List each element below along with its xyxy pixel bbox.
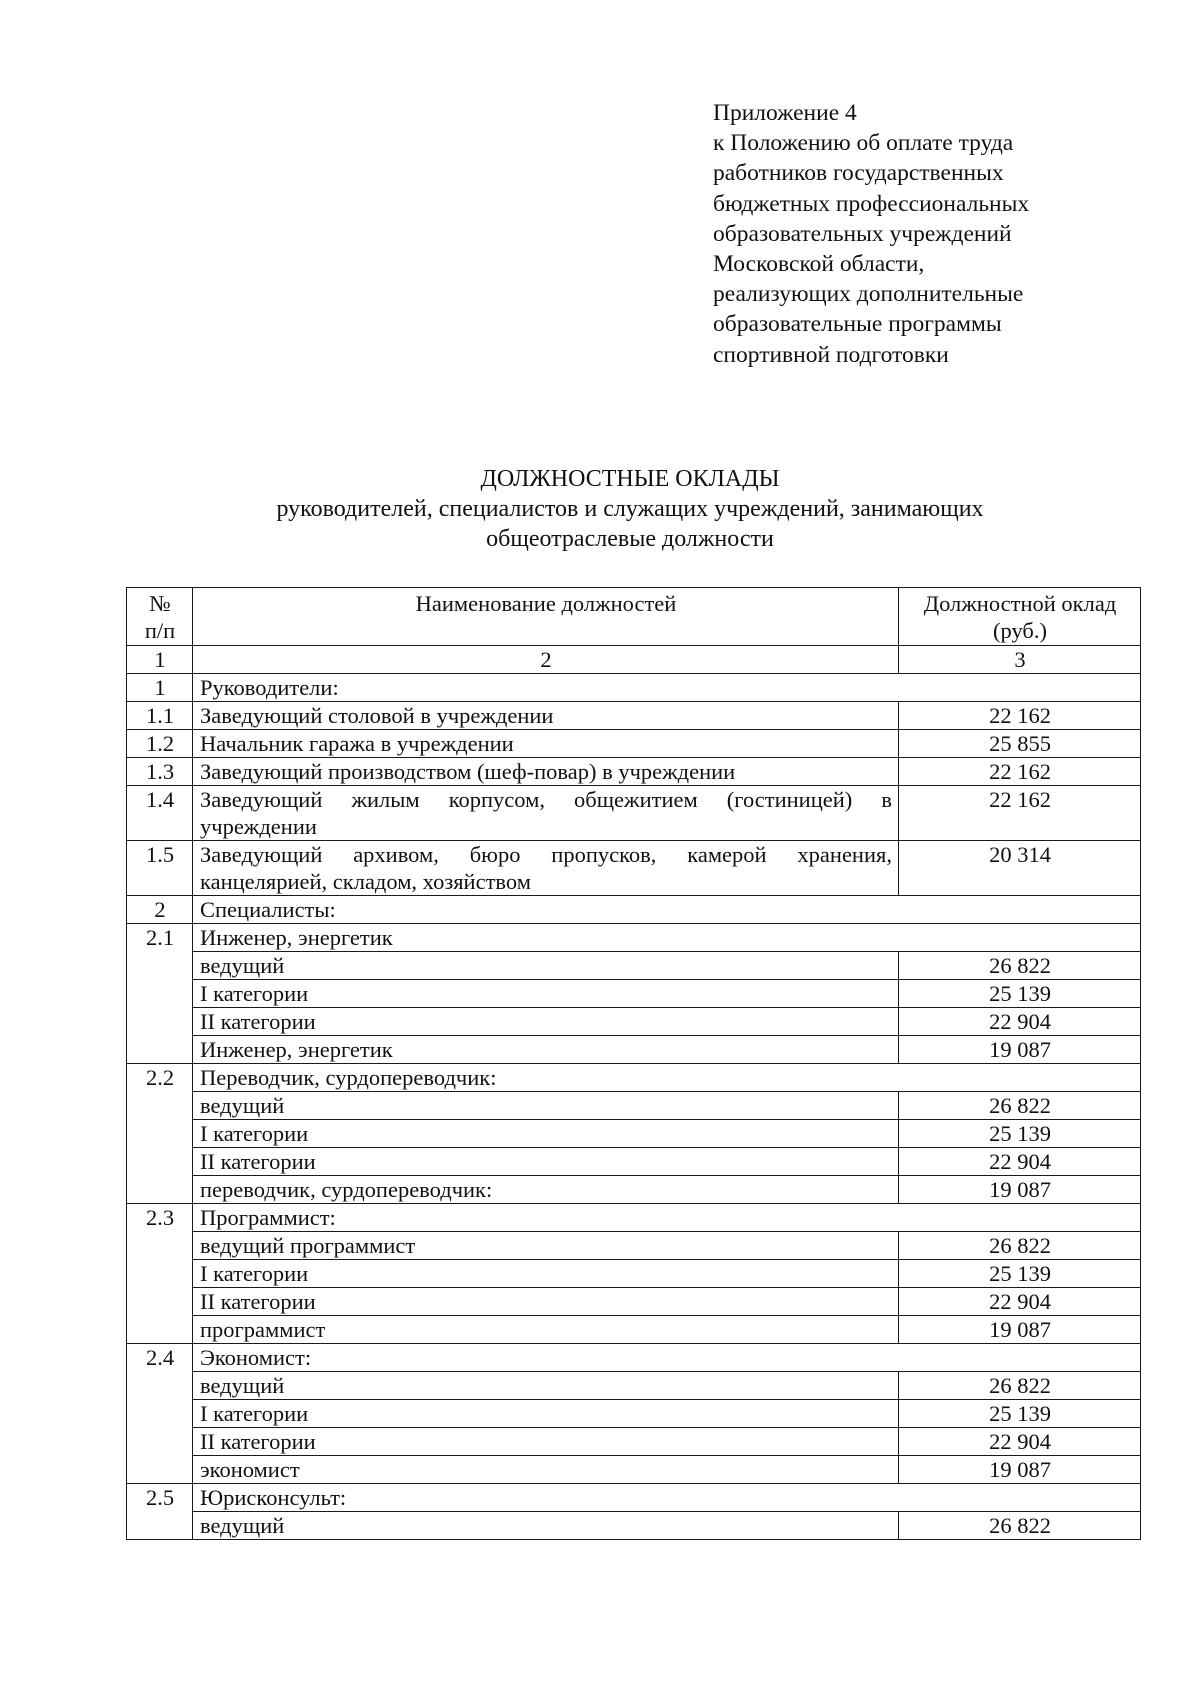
table-row bbox=[127, 1120, 1141, 1148]
appendix-line: работников государственных bbox=[713, 160, 1004, 187]
salary-value: 26 822 bbox=[899, 1232, 1141, 1260]
header-salary-line: Должностной оклад bbox=[923, 591, 1117, 616]
column-number: 2 bbox=[193, 646, 899, 674]
salary-table bbox=[126, 587, 1141, 1540]
group-title: Экономист: bbox=[193, 1344, 1141, 1372]
header-name: Наименование должностей bbox=[193, 588, 899, 646]
position-name: ведущий программист bbox=[193, 1232, 899, 1260]
group-row bbox=[127, 1204, 1141, 1232]
group-title: Переводчик, сурдопереводчик: bbox=[193, 1064, 1141, 1092]
position-name: Заведующий производством (шеф-повар) в учреждении bbox=[193, 758, 899, 786]
group-row bbox=[127, 924, 1141, 952]
row-number: 2 bbox=[127, 896, 193, 924]
table-row bbox=[127, 1008, 1141, 1036]
position-name: Начальник гаража в учреждении bbox=[193, 730, 899, 758]
column-number: 1 bbox=[127, 646, 193, 674]
position-name: II категории bbox=[193, 1008, 899, 1036]
header-num-line: п/п bbox=[144, 618, 176, 643]
group-title: Программист: bbox=[193, 1204, 1141, 1232]
position-name: I категории bbox=[193, 1260, 899, 1288]
table-row bbox=[127, 1176, 1141, 1204]
salary-value: 26 822 bbox=[899, 952, 1141, 980]
header-salary bbox=[899, 588, 1141, 646]
row-number: 2.4 bbox=[127, 1344, 193, 1484]
table-row bbox=[127, 730, 1141, 758]
table-row bbox=[127, 952, 1141, 980]
position-name: ведущий bbox=[193, 1512, 899, 1540]
table-row bbox=[127, 841, 1141, 896]
section-title: Специалисты: bbox=[193, 896, 1141, 924]
header-salary-line: (руб.) bbox=[993, 618, 1047, 643]
appendix-line: образовательных учреждений bbox=[713, 220, 1012, 247]
salary-value: 22 904 bbox=[899, 1008, 1141, 1036]
appendix-line: реализующих дополнительные bbox=[713, 281, 1024, 308]
position-name: программист bbox=[193, 1316, 899, 1344]
column-number-row bbox=[127, 646, 1141, 674]
row-number: 2.5 bbox=[127, 1484, 193, 1540]
row-number: 1.2 bbox=[127, 730, 193, 758]
position-name: Заведующий жилым корпусом, общежитием (гостиницей) в учреждении bbox=[193, 786, 899, 841]
title-main: ДОЛЖНОСТНЫЕ ОКЛАДЫ bbox=[480, 466, 780, 492]
appendix-line: Приложение 4 bbox=[713, 100, 857, 126]
row-number: 1.3 bbox=[127, 758, 193, 786]
title-subtitle: руководителей, специалистов и служащих учреждений, занимающих bbox=[276, 496, 984, 522]
table-row bbox=[127, 1260, 1141, 1288]
column-number: 3 bbox=[899, 646, 1141, 674]
salary-value: 19 087 bbox=[899, 1036, 1141, 1064]
table-row bbox=[127, 1316, 1141, 1344]
table-row bbox=[127, 1232, 1141, 1260]
table-header-row bbox=[127, 588, 1141, 646]
table-row bbox=[127, 980, 1141, 1008]
appendix-line: образовательные программы bbox=[713, 311, 1002, 338]
position-name: I категории bbox=[193, 1120, 899, 1148]
table-row bbox=[127, 1456, 1141, 1484]
salary-value: 19 087 bbox=[899, 1456, 1141, 1484]
salary-value: 25 139 bbox=[899, 980, 1141, 1008]
group-row bbox=[127, 1484, 1141, 1512]
row-number: 1.5 bbox=[127, 841, 193, 896]
table-row bbox=[127, 786, 1141, 841]
title-subtitle: общеотраслевые должности bbox=[486, 526, 774, 552]
group-row bbox=[127, 1064, 1141, 1092]
salary-value: 19 087 bbox=[899, 1316, 1141, 1344]
salary-value: 25 139 bbox=[899, 1260, 1141, 1288]
position-name: II категории bbox=[193, 1428, 899, 1456]
row-number: 2.1 bbox=[127, 924, 193, 1064]
table-row bbox=[127, 1400, 1141, 1428]
row-number: 2.3 bbox=[127, 1204, 193, 1344]
section-title: Руководители: bbox=[193, 674, 1141, 702]
position-name: Инженер, энергетик bbox=[193, 1036, 899, 1064]
appendix-note bbox=[713, 98, 1153, 370]
row-number: 1 bbox=[127, 674, 193, 702]
header-num bbox=[127, 588, 193, 646]
table-row bbox=[127, 1372, 1141, 1400]
group-title: Юрисконсульт: bbox=[193, 1484, 1141, 1512]
salary-value: 22 904 bbox=[899, 1428, 1141, 1456]
position-name: II категории bbox=[193, 1148, 899, 1176]
section-row bbox=[127, 896, 1141, 924]
salary-value: 25 855 bbox=[899, 730, 1141, 758]
salary-value: 25 139 bbox=[899, 1120, 1141, 1148]
position-name: Заведующий архивом, бюро пропусков, камерой хранения, канцелярией, складом, хозяйством bbox=[193, 841, 899, 896]
appendix-line: спортивной подготовки bbox=[713, 341, 949, 368]
row-number: 2.2 bbox=[127, 1064, 193, 1204]
position-name: ведущий bbox=[193, 1092, 899, 1120]
salary-value: 22 904 bbox=[899, 1288, 1141, 1316]
table-row bbox=[127, 758, 1141, 786]
salary-value: 22 162 bbox=[899, 786, 1141, 841]
position-name: I категории bbox=[193, 1400, 899, 1428]
table-row bbox=[127, 1092, 1141, 1120]
position-name: экономист bbox=[193, 1456, 899, 1484]
position-name: II категории bbox=[193, 1288, 899, 1316]
table-row bbox=[127, 702, 1141, 730]
section-row bbox=[127, 674, 1141, 702]
group-row bbox=[127, 1344, 1141, 1372]
position-name: ведущий bbox=[193, 1372, 899, 1400]
salary-value: 22 904 bbox=[899, 1148, 1141, 1176]
salary-value: 19 087 bbox=[899, 1176, 1141, 1204]
table-row bbox=[127, 1428, 1141, 1456]
position-name: Заведующий столовой в учреждении bbox=[193, 702, 899, 730]
appendix-line: Московской области, bbox=[713, 251, 925, 278]
header-num-line: № bbox=[149, 591, 171, 616]
salary-value: 20 314 bbox=[899, 841, 1141, 896]
salary-value: 26 822 bbox=[899, 1512, 1141, 1540]
salary-value: 22 162 bbox=[899, 758, 1141, 786]
table-row bbox=[127, 1512, 1141, 1540]
position-name: ведущий bbox=[193, 952, 899, 980]
row-number: 1.1 bbox=[127, 702, 193, 730]
appendix-line: бюджетных профессиональных bbox=[713, 190, 1030, 217]
salary-value: 22 162 bbox=[899, 702, 1141, 730]
position-name: переводчик, сурдопереводчик: bbox=[193, 1176, 899, 1204]
appendix-line: к Положению об оплате труда bbox=[713, 130, 1014, 157]
salary-value: 26 822 bbox=[899, 1372, 1141, 1400]
table-row bbox=[127, 1148, 1141, 1176]
row-number: 1.4 bbox=[127, 786, 193, 841]
position-name: I категории bbox=[193, 980, 899, 1008]
table-row bbox=[127, 1036, 1141, 1064]
group-title: Инженер, энергетик bbox=[193, 924, 1141, 952]
document-title bbox=[120, 464, 1140, 554]
table-row bbox=[127, 1288, 1141, 1316]
salary-value: 26 822 bbox=[899, 1092, 1141, 1120]
salary-value: 25 139 bbox=[899, 1400, 1141, 1428]
